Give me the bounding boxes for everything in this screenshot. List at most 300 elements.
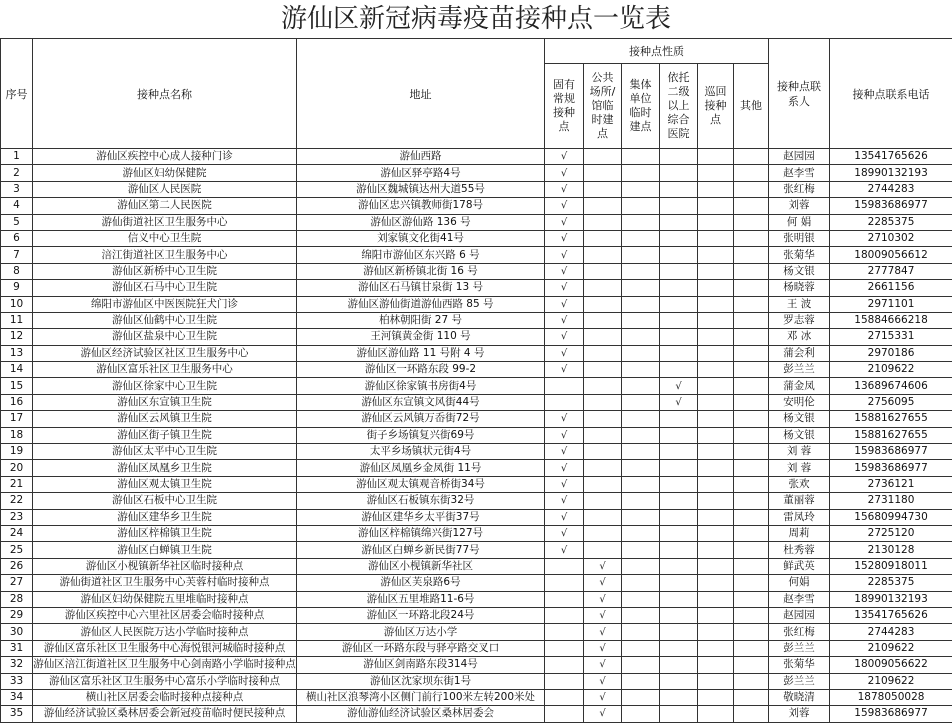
table-row (1, 689, 952, 705)
site-name: 游仙区徐家中心卫生院 (33, 378, 297, 394)
table-row (1, 509, 952, 525)
row-index: 5 (1, 214, 33, 230)
check-mark-icon: √ (561, 233, 567, 244)
site-address: 游仙区忠兴镇教师街178号 (297, 198, 545, 214)
nature-cell (734, 640, 769, 656)
nature-cell (660, 345, 698, 361)
check-mark-icon: √ (599, 577, 605, 588)
nature-cell (734, 263, 769, 279)
nature-cell (734, 689, 769, 705)
site-name: 游仙区小枧镇新华社区临时接种点 (33, 558, 297, 574)
nature-cell (584, 198, 622, 214)
table-row (1, 460, 952, 476)
site-address: 太平乡场镇状元街4号 (297, 444, 545, 460)
table-row (1, 575, 952, 591)
site-address: 游仙区沈家坝东街1号 (297, 673, 545, 689)
table-row (1, 394, 952, 410)
nature-cell (584, 312, 622, 328)
nature-cell (622, 214, 660, 230)
contact-phone: 15983686977 (830, 444, 952, 460)
nature-cell (734, 476, 769, 492)
nature-cell (622, 657, 660, 673)
contact-phone: 15983686977 (830, 198, 952, 214)
contact-phone: 2109622 (830, 673, 952, 689)
contact-phone: 2285375 (830, 214, 952, 230)
nature-cell (584, 460, 622, 476)
contact-phone: 2109622 (830, 640, 952, 656)
table-row (1, 247, 952, 263)
nature-cell (698, 444, 734, 460)
nature-cell (734, 165, 769, 181)
check-mark-icon: √ (599, 627, 605, 638)
nature-cell (734, 493, 769, 509)
row-index: 30 (1, 624, 33, 640)
site-name: 游仙区富乐社区卫生服务中心富乐小学临时接种点 (33, 673, 297, 689)
row-index: 3 (1, 181, 33, 197)
nature-cell (545, 149, 584, 165)
site-name: 游仙区云风镇卫生院 (33, 411, 297, 427)
nature-cell (622, 329, 660, 345)
nature-cell (698, 542, 734, 558)
row-index: 16 (1, 394, 33, 410)
site-name: 游仙区经济试验区社区卫生服务中心 (33, 345, 297, 361)
nature-cell (584, 362, 622, 378)
site-address: 游仙区游仙路 136 号 (297, 214, 545, 230)
nature-cell (584, 624, 622, 640)
table-row (1, 624, 952, 640)
site-address: 游仙区徐家镇书房街4号 (297, 378, 545, 394)
row-index: 19 (1, 444, 33, 460)
contact-person: 杨文银 (769, 263, 830, 279)
row-index: 4 (1, 198, 33, 214)
site-name: 游仙区人民医院万达小学临时接种点 (33, 624, 297, 640)
table-row (1, 312, 952, 328)
check-mark-icon: √ (599, 692, 605, 703)
row-index: 26 (1, 558, 33, 574)
nature-cell (584, 591, 622, 607)
nature-cell (660, 149, 698, 165)
table-row (1, 149, 952, 165)
site-name: 游仙区太平中心卫生院 (33, 444, 297, 460)
nature-cell (622, 673, 660, 689)
header-name: 接种点名称 (33, 39, 297, 149)
site-name: 游仙区仙鹤中心卫生院 (33, 312, 297, 328)
contact-phone: 2744283 (830, 181, 952, 197)
page-title: 游仙区新冠病毒疫苗接种点一览表 (0, 0, 952, 38)
contact-phone: 15881627655 (830, 411, 952, 427)
nature-cell (622, 493, 660, 509)
table-row (1, 362, 952, 378)
nature-cell (698, 362, 734, 378)
nature-cell (734, 460, 769, 476)
row-index: 7 (1, 247, 33, 263)
nature-cell (660, 181, 698, 197)
check-mark-icon: √ (599, 659, 605, 670)
table-row (1, 165, 952, 181)
nature-cell (660, 525, 698, 541)
nature-cell (698, 673, 734, 689)
vaccination-sites-table (0, 38, 952, 723)
check-mark-icon: √ (599, 561, 605, 572)
contact-person: 安明伦 (769, 394, 830, 410)
site-address: 街子乡场镇复兴街69号 (297, 427, 545, 443)
contact-phone: 2710302 (830, 230, 952, 246)
nature-cell (622, 476, 660, 492)
table-body (1, 149, 952, 723)
table-row (1, 378, 952, 394)
site-address: 游仙区一环路东段与驿亭路交叉口 (297, 640, 545, 656)
contact-person: 杜秀蓉 (769, 542, 830, 558)
nature-cell (660, 444, 698, 460)
site-address: 刘家镇文化街41号 (297, 230, 545, 246)
contact-phone: 15280918011 (830, 558, 952, 574)
nature-cell (584, 476, 622, 492)
contact-person: 赵园园 (769, 149, 830, 165)
nature-cell (698, 312, 734, 328)
nature-cell (622, 247, 660, 263)
nature-cell (584, 214, 622, 230)
site-name: 游仙区妇幼保健院 (33, 165, 297, 181)
site-name: 游仙街道社区卫生服务中心芙蓉村临时接种点 (33, 575, 297, 591)
nature-cell (622, 525, 660, 541)
site-name: 涪江街道社区卫生服务中心 (33, 247, 297, 263)
nature-cell (660, 542, 698, 558)
row-index: 2 (1, 165, 33, 181)
nature-cell (622, 149, 660, 165)
site-name: 游仙区涪江街道社区卫生服务中心剑南路小学临时接种点 (33, 657, 297, 673)
nature-cell (545, 689, 584, 705)
contact-phone: 2715331 (830, 329, 952, 345)
contact-person: 何 娟 (769, 214, 830, 230)
nature-cell (734, 296, 769, 312)
check-mark-icon: √ (561, 331, 567, 342)
site-address: 游仙区石板镇东街32号 (297, 493, 545, 509)
nature-cell (584, 345, 622, 361)
check-mark-icon: √ (599, 594, 605, 605)
site-address: 游仙区建华乡太平街37号 (297, 509, 545, 525)
site-name: 游仙区梓棉镇卫生院 (33, 525, 297, 541)
contact-person: 敬晓清 (769, 689, 830, 705)
table-row (1, 444, 952, 460)
row-index: 18 (1, 427, 33, 443)
row-index: 1 (1, 149, 33, 165)
contact-phone: 2731180 (830, 493, 952, 509)
check-mark-icon: √ (561, 184, 567, 195)
contact-person: 董丽蓉 (769, 493, 830, 509)
contact-phone: 2285375 (830, 575, 952, 591)
check-mark-icon: √ (561, 151, 567, 162)
contact-phone: 2109622 (830, 362, 952, 378)
row-index: 28 (1, 591, 33, 607)
nature-cell (698, 345, 734, 361)
nature-cell (698, 509, 734, 525)
check-mark-icon: √ (561, 495, 567, 506)
nature-cell (734, 329, 769, 345)
table-row (1, 591, 952, 607)
row-index: 31 (1, 640, 33, 656)
header-nature-hospital: 依托二级以上综合医院 (660, 64, 698, 149)
contact-phone: 13541765626 (830, 149, 952, 165)
row-index: 17 (1, 411, 33, 427)
contact-person: 张欢 (769, 476, 830, 492)
contact-phone: 2744283 (830, 624, 952, 640)
nature-cell (698, 247, 734, 263)
site-name: 游仙区疾控中心成人接种门诊 (33, 149, 297, 165)
contact-person: 罗志蓉 (769, 312, 830, 328)
nature-cell (545, 230, 584, 246)
site-name: 游仙区东宣镇卫生院 (33, 394, 297, 410)
check-mark-icon: √ (561, 463, 567, 474)
site-name: 游仙经济试验区桑林居委会新冠疫苗临时便民接种点 (33, 706, 297, 722)
contact-phone: 18009056622 (830, 657, 952, 673)
site-address: 游仙区五里堆路11-6号 (297, 591, 545, 607)
nature-cell (584, 230, 622, 246)
nature-cell (584, 673, 622, 689)
nature-cell (584, 525, 622, 541)
nature-cell (734, 230, 769, 246)
nature-cell (698, 689, 734, 705)
nature-cell (622, 558, 660, 574)
table-row (1, 345, 952, 361)
nature-cell (660, 640, 698, 656)
nature-cell (698, 558, 734, 574)
row-index: 25 (1, 542, 33, 558)
site-name: 游仙区石马中心卫生院 (33, 280, 297, 296)
nature-cell (734, 657, 769, 673)
nature-cell (698, 460, 734, 476)
site-address: 游仙区观太镇观音桥街34号 (297, 476, 545, 492)
site-name: 游仙区观太镇卫生院 (33, 476, 297, 492)
nature-cell (545, 345, 584, 361)
nature-cell (622, 296, 660, 312)
nature-cell (584, 509, 622, 525)
row-index: 8 (1, 263, 33, 279)
row-index: 33 (1, 673, 33, 689)
nature-cell (622, 230, 660, 246)
row-index: 32 (1, 657, 33, 673)
nature-cell (734, 525, 769, 541)
nature-cell (584, 640, 622, 656)
site-name: 游仙区白蝉镇卫生院 (33, 542, 297, 558)
site-name: 游仙区人民医院 (33, 181, 297, 197)
table-row (1, 673, 952, 689)
check-mark-icon: √ (561, 315, 567, 326)
nature-cell (734, 181, 769, 197)
nature-cell (660, 575, 698, 591)
contact-person: 刘 蓉 (769, 444, 830, 460)
nature-cell (734, 591, 769, 607)
nature-cell (698, 493, 734, 509)
nature-cell (734, 378, 769, 394)
nature-cell (545, 476, 584, 492)
nature-cell (545, 558, 584, 574)
site-name: 游仙街道社区卫生服务中心 (33, 214, 297, 230)
nature-cell (622, 509, 660, 525)
nature-cell (622, 411, 660, 427)
nature-cell (698, 476, 734, 492)
nature-cell (698, 165, 734, 181)
nature-cell (734, 149, 769, 165)
row-index: 24 (1, 525, 33, 541)
nature-cell (584, 149, 622, 165)
nature-cell (584, 280, 622, 296)
row-index: 9 (1, 280, 33, 296)
contact-phone: 13541765626 (830, 607, 952, 623)
header-nature-mobile: 巡回接种点 (698, 64, 734, 149)
row-index: 10 (1, 296, 33, 312)
nature-cell (660, 394, 698, 410)
contact-phone: 13689674606 (830, 378, 952, 394)
nature-cell (584, 378, 622, 394)
row-index: 15 (1, 378, 33, 394)
nature-cell (545, 460, 584, 476)
nature-cell (622, 591, 660, 607)
nature-cell (622, 394, 660, 410)
check-mark-icon: √ (561, 364, 567, 375)
check-mark-icon: √ (561, 446, 567, 457)
contact-person: 蒲会利 (769, 345, 830, 361)
contact-phone: 1878050028 (830, 689, 952, 705)
contact-person: 雷凤玲 (769, 509, 830, 525)
nature-cell (622, 575, 660, 591)
table-row (1, 230, 952, 246)
site-address: 游仙区一环路东段 99-2 (297, 362, 545, 378)
header-address: 地址 (297, 39, 545, 149)
site-address: 游仙区一环路北段24号 (297, 607, 545, 623)
site-name: 游仙区富乐社区卫生服务中心海悦银河城临时接种点 (33, 640, 297, 656)
nature-cell (698, 378, 734, 394)
row-index: 29 (1, 607, 33, 623)
nature-cell (545, 296, 584, 312)
nature-cell (698, 575, 734, 591)
nature-cell (545, 493, 584, 509)
contact-person: 赵李雪 (769, 165, 830, 181)
site-name: 信义中心卫生院 (33, 230, 297, 246)
nature-cell (734, 624, 769, 640)
nature-cell (622, 444, 660, 460)
nature-cell (584, 263, 622, 279)
nature-cell (734, 673, 769, 689)
nature-cell (584, 558, 622, 574)
check-mark-icon: √ (561, 299, 567, 310)
header-nature-regular: 固有常规接种点 (545, 64, 584, 149)
nature-cell (545, 263, 584, 279)
nature-cell (660, 362, 698, 378)
site-name: 绵阳市游仙区中医医院狂犬门诊 (33, 296, 297, 312)
nature-cell (660, 558, 698, 574)
header-nature: 接种点性质 (545, 39, 769, 64)
contact-person: 刘 蓉 (769, 460, 830, 476)
nature-cell (698, 525, 734, 541)
row-index: 21 (1, 476, 33, 492)
nature-cell (622, 460, 660, 476)
nature-cell (734, 214, 769, 230)
nature-cell (545, 444, 584, 460)
check-mark-icon: √ (675, 381, 681, 392)
nature-cell (622, 624, 660, 640)
contact-person: 何娟 (769, 575, 830, 591)
nature-cell (584, 493, 622, 509)
nature-cell (660, 378, 698, 394)
site-name: 横山社区居委会临时接种点接种点 (33, 689, 297, 705)
nature-cell (545, 165, 584, 181)
nature-cell (545, 624, 584, 640)
header-nature-public: 公共场所/馆临时建点 (584, 64, 622, 149)
nature-cell (734, 362, 769, 378)
contact-person: 刘蓉 (769, 198, 830, 214)
site-address: 游仙区魏城镇达州大道55号 (297, 181, 545, 197)
nature-cell (622, 362, 660, 378)
nature-cell (734, 247, 769, 263)
site-name: 游仙区妇幼保健院五里堆临时接种点 (33, 591, 297, 607)
check-mark-icon: √ (599, 708, 605, 719)
nature-cell (545, 181, 584, 197)
site-name: 游仙区第二人民医院 (33, 198, 297, 214)
site-name: 游仙区街子镇卫生院 (33, 427, 297, 443)
contact-phone: 18990132193 (830, 165, 952, 181)
nature-cell (698, 591, 734, 607)
table-row (1, 640, 952, 656)
nature-cell (734, 427, 769, 443)
nature-cell (698, 230, 734, 246)
site-name: 游仙区建华乡卫生院 (33, 509, 297, 525)
nature-cell (545, 427, 584, 443)
nature-cell (584, 689, 622, 705)
nature-cell (622, 640, 660, 656)
table-row (1, 525, 952, 541)
check-mark-icon: √ (561, 479, 567, 490)
nature-cell (660, 476, 698, 492)
contact-phone: 2661156 (830, 280, 952, 296)
nature-cell (698, 411, 734, 427)
contact-phone: 15884666218 (830, 312, 952, 328)
nature-cell (584, 444, 622, 460)
site-name: 游仙区富乐社区卫生服务中心 (33, 362, 297, 378)
nature-cell (622, 427, 660, 443)
header-nature-collective: 集体单位临时建点 (622, 64, 660, 149)
contact-phone: 15680994730 (830, 509, 952, 525)
nature-cell (584, 296, 622, 312)
check-mark-icon: √ (561, 200, 567, 211)
nature-cell (698, 263, 734, 279)
table-row (1, 657, 952, 673)
check-mark-icon: √ (561, 266, 567, 277)
site-name: 游仙区新桥中心卫生院 (33, 263, 297, 279)
nature-cell (545, 198, 584, 214)
nature-cell (698, 280, 734, 296)
nature-cell (545, 280, 584, 296)
contact-person: 张红梅 (769, 624, 830, 640)
contact-phone: 2971101 (830, 296, 952, 312)
table-row (1, 214, 952, 230)
table-row (1, 427, 952, 443)
site-address: 游仙区万达小学 (297, 624, 545, 640)
check-mark-icon: √ (561, 545, 567, 556)
nature-cell (545, 542, 584, 558)
nature-cell (660, 214, 698, 230)
contact-person: 彭兰兰 (769, 673, 830, 689)
nature-cell (584, 165, 622, 181)
contact-phone: 2736121 (830, 476, 952, 492)
row-index: 20 (1, 460, 33, 476)
contact-person: 彭兰兰 (769, 362, 830, 378)
nature-cell (734, 509, 769, 525)
nature-cell (584, 394, 622, 410)
nature-cell (545, 575, 584, 591)
nature-cell (584, 247, 622, 263)
nature-cell (698, 640, 734, 656)
contact-person: 张菊华 (769, 657, 830, 673)
